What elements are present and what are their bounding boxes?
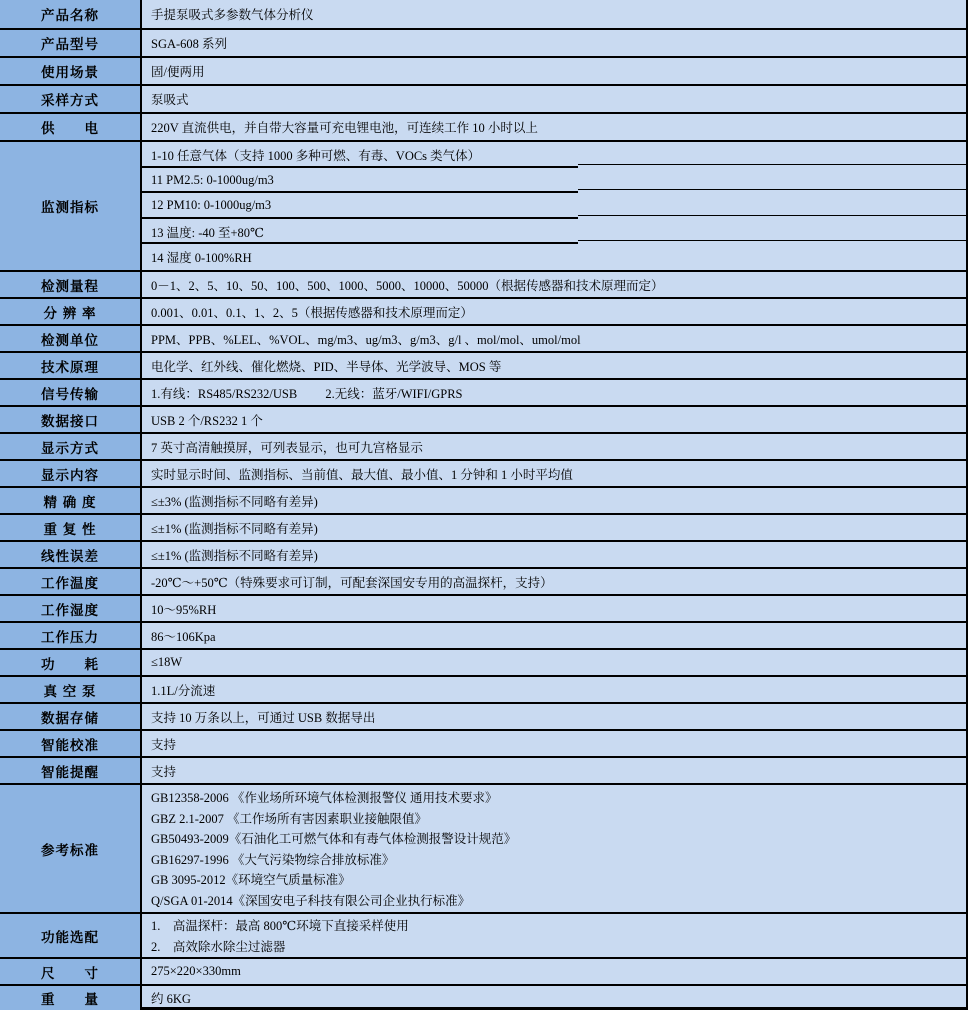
monitoring-indicator-item: 1-10 任意气体（支持 1000 多种可燃、有毒、VOCs 类气体）	[142, 142, 966, 168]
spec-value-product-model: SGA-608 系列	[151, 37, 228, 51]
spec-value-smart-reminder: 支持	[151, 764, 177, 779]
spec-label-optional-functions: 功能选配	[0, 914, 142, 957]
reference-standard-item: GB12358-2006 《作业场所环境气体检测报警仪 通用技术要求》	[151, 791, 498, 805]
row-linearity-error	[0, 540, 966, 567]
spec-label-sampling-method: 采样方式	[0, 86, 142, 112]
row-vacuum-pump	[0, 675, 966, 702]
row-data-storage	[0, 702, 966, 729]
row-power-supply	[0, 112, 966, 140]
spec-label-power-supply: 供 电	[0, 114, 142, 140]
row-working-pressure	[0, 621, 966, 648]
spec-value-signal-transmission: 1.有线：RS485/RS232/USB 2.无线：蓝牙/WIFI/GPRS	[151, 386, 463, 401]
row-resolution	[0, 297, 966, 324]
row-repeatability	[0, 513, 966, 540]
spec-value-detection-range: 0－1、2、5、10、50、100、500、1000、5000、10000、50000（根据传感器和技术原理而定）	[151, 278, 664, 293]
spec-value-working-humidity: 10～95%RH	[151, 602, 217, 617]
spec-value-usage-scene: 固/便两用	[151, 65, 205, 79]
row-technical-principle	[0, 351, 966, 378]
spec-label-monitoring-indicators: 监测指标	[0, 142, 142, 270]
spec-label-accuracy: 精 确 度	[0, 488, 142, 513]
row-reference-standards	[0, 783, 966, 912]
reference-standard-list	[142, 785, 966, 912]
spec-value-sampling-method: 泵吸式	[151, 93, 189, 107]
optional-function-item: 2. 高效除水除尘过滤器	[151, 939, 286, 954]
row-working-temperature	[0, 567, 966, 594]
row-optional-functions	[0, 912, 966, 957]
spec-value-vacuum-pump: 1.1L/分流速	[151, 683, 216, 698]
spec-value-dimensions: 275×220×330mm	[151, 964, 241, 978]
row-usage-scene	[0, 56, 966, 84]
row-accuracy	[0, 486, 966, 513]
spec-value-weight: 约 6KG	[151, 992, 191, 1006]
optional-function-item: 1. 高温探杆：最高 800℃环境下直接采样使用	[151, 919, 409, 933]
spec-value-display-content: 实时显示时间、监测指标、当前值、最大值、最小值、1 分钟和 1 小时平均值	[151, 467, 573, 482]
spec-value-technical-principle: 电化学、红外线、催化燃烧、PID、半导体、光学波导、MOS 等	[151, 359, 502, 374]
spec-label-weight: 重 量	[0, 986, 142, 1010]
spec-value-resolution: 0.001、0.01、0.1、1、2、5（根据传感器和技术原理而定）	[151, 305, 473, 320]
spec-value-working-temperature: -20℃～+50℃（特殊要求可订制，可配套深国安专用的高温探杆，支持）	[151, 575, 553, 590]
spec-label-working-pressure: 工作压力	[0, 623, 142, 648]
row-smart-reminder	[0, 756, 966, 783]
row-working-humidity	[0, 594, 966, 621]
monitoring-indicator-list	[142, 142, 966, 270]
spec-label-repeatability: 重 复 性	[0, 515, 142, 540]
reference-standard-item: GBZ 2.1-2007 《工作场所有害因素职业接触限值》	[151, 811, 428, 826]
spec-value-display-mode: 7 英寸高清触摸屏，可列表显示，也可九宫格显示	[151, 440, 423, 455]
monitoring-indicator-item: 13 温度: -40 至+80℃	[142, 219, 966, 245]
row-sampling-method	[0, 84, 966, 112]
row-power-consumption	[0, 648, 966, 675]
spec-label-signal-transmission: 信号传输	[0, 380, 142, 405]
row-display-mode	[0, 432, 966, 459]
monitoring-indicator-item: 11 PM2.5: 0-1000ug/m3	[142, 168, 966, 194]
reference-standard-item: GB16297-1996 《大气污染物综合排放标准》	[151, 852, 395, 867]
spec-value-power-supply: 220V 直流供电，并自带大容量可充电锂电池，可连续工作 10 小时以上	[151, 121, 538, 135]
spec-value-data-interface: USB 2 个/RS232 1 个	[151, 413, 263, 428]
spec-value-accuracy: ≤±3% (监测指标不同略有差异)	[151, 494, 318, 509]
spec-label-resolution: 分 辨 率	[0, 299, 142, 324]
row-product-name	[0, 0, 966, 28]
spec-label-technical-principle: 技术原理	[0, 353, 142, 378]
row-data-interface	[0, 405, 966, 432]
spec-label-dimensions: 尺 寸	[0, 959, 142, 984]
spec-label-linearity-error: 线性误差	[0, 542, 142, 567]
reference-standard-item: GB50493-2009《石油化工可燃气体和有毒气体检测报警设计规范》	[151, 832, 517, 846]
spec-label-working-humidity: 工作湿度	[0, 596, 142, 621]
reference-standard-item: GB 3095-2012《环境空气质量标准》	[151, 873, 351, 887]
optional-function-list	[142, 914, 966, 957]
spec-label-smart-reminder: 智能提醒	[0, 758, 142, 783]
row-weight	[0, 984, 966, 1010]
row-monitoring-indicators	[0, 140, 966, 270]
spec-label-detection-unit: 检测单位	[0, 326, 142, 351]
row-detection-unit	[0, 324, 966, 351]
spec-value-detection-unit: PPM、PPB、%LEL、%VOL、mg/m3、ug/m3、g/m3、g/l 、mol/mol、umol/mol	[151, 332, 581, 347]
spec-label-vacuum-pump: 真 空 泵	[0, 677, 142, 702]
spec-label-working-temperature: 工作温度	[0, 569, 142, 594]
spec-label-display-mode: 显示方式	[0, 434, 142, 459]
spec-label-usage-scene: 使用场景	[0, 58, 142, 84]
monitoring-indicator-item: 12 PM10: 0-1000ug/m3	[142, 193, 966, 219]
spec-label-data-interface: 数据接口	[0, 407, 142, 432]
spec-value-working-pressure: 86～106Kpa	[151, 629, 216, 644]
row-signal-transmission	[0, 378, 966, 405]
spec-label-product-model: 产品型号	[0, 30, 142, 56]
row-smart-calibration	[0, 729, 966, 756]
spec-value-linearity-error: ≤±1% (监测指标不同略有差异)	[151, 548, 318, 563]
spec-label-reference-standards: 参考标准	[0, 785, 142, 912]
spec-label-power-consumption: 功 耗	[0, 650, 142, 675]
row-display-content	[0, 459, 966, 486]
monitoring-indicator-item: 14 湿度 0-100%RH	[151, 251, 252, 266]
spec-label-display-content: 显示内容	[0, 461, 142, 486]
row-product-model	[0, 28, 966, 56]
row-detection-range	[0, 270, 966, 297]
spec-value-smart-calibration: 支持	[151, 737, 177, 752]
spec-value-repeatability: ≤±1% (监测指标不同略有差异)	[151, 521, 318, 536]
spec-label-product-name: 产品名称	[0, 0, 142, 28]
reference-standard-item: Q/SGA 01-2014《深国安电子科技有限公司企业执行标准》	[151, 893, 471, 908]
spec-value-product-name: 手提泵吸式多参数气体分析仪	[151, 8, 314, 22]
row-dimensions	[0, 957, 966, 984]
spec-label-smart-calibration: 智能校准	[0, 731, 142, 756]
spec-value-power-consumption: ≤18W	[151, 655, 183, 669]
spec-value-data-storage: 支持 10 万条以上，可通过 USB 数据导出	[151, 710, 376, 725]
spec-label-detection-range: 检测量程	[0, 272, 142, 297]
spec-label-data-storage: 数据存储	[0, 704, 142, 729]
